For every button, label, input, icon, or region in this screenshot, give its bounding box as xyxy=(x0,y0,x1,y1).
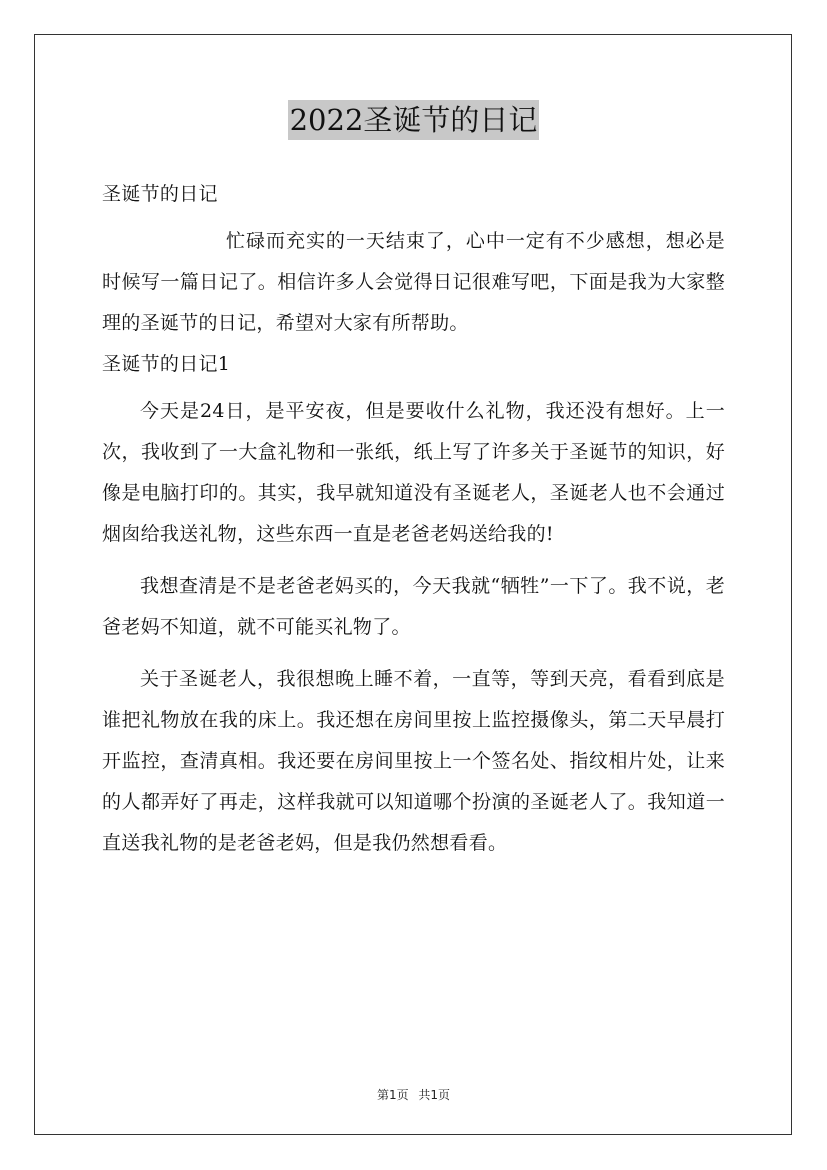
document-body xyxy=(102,174,725,875)
body-paragraph-3: 关于圣诞老人，我很想晚上睡不着，一直等，等到天亮，看看到底是谁把礼物放在我的床上。我还想在房间里按上监控摄像头，第二天早晨打开监控，查清真相。我还要在房间里按上一个签名处、指纹相片处，让来的人都弄好了再走，这样我就可以知道哪个扮演的圣诞老人了。我知道一直送我礼物的是老爸老妈，但是我仍然想看看。 xyxy=(102,668,725,854)
body-paragraph-2: 我想查清是不是老爸老妈买的，今天我就“牺牲”一下了。我不说，老爸老妈不知道，就不可能买礼物了。 xyxy=(102,575,725,638)
subtitle: 圣诞节的日记 xyxy=(102,183,218,205)
document-title-block xyxy=(0,100,827,140)
page-total: 共1页 xyxy=(418,1088,451,1102)
section-heading: 圣诞节的日记1 xyxy=(102,353,231,375)
page-footer xyxy=(0,1086,827,1103)
page-number: 第1页 xyxy=(376,1088,409,1102)
document-title: 2022圣诞节的日记 xyxy=(288,100,540,140)
intro-paragraph: 忙碌而充实的一天结束了，心中一定有不少感想，想必是时候写一篇日记了。相信许多人会觉得日记很难写吧，下面是我为大家整理的圣诞节的日记，希望对大家有所帮助。 xyxy=(102,230,725,334)
body-paragraph-1: 今天是24日，是平安夜，但是要收什么礼物，我还没有想好。上一次，我收到了一大盒礼物和一张纸，纸上写了许多关于圣诞节的知识，好像是电脑打印的。其实，我早就知道没有圣诞老人，圣诞老人也不会通过烟囱给我送礼物，这些东西一直是老爸老妈送给我的! xyxy=(102,400,725,545)
